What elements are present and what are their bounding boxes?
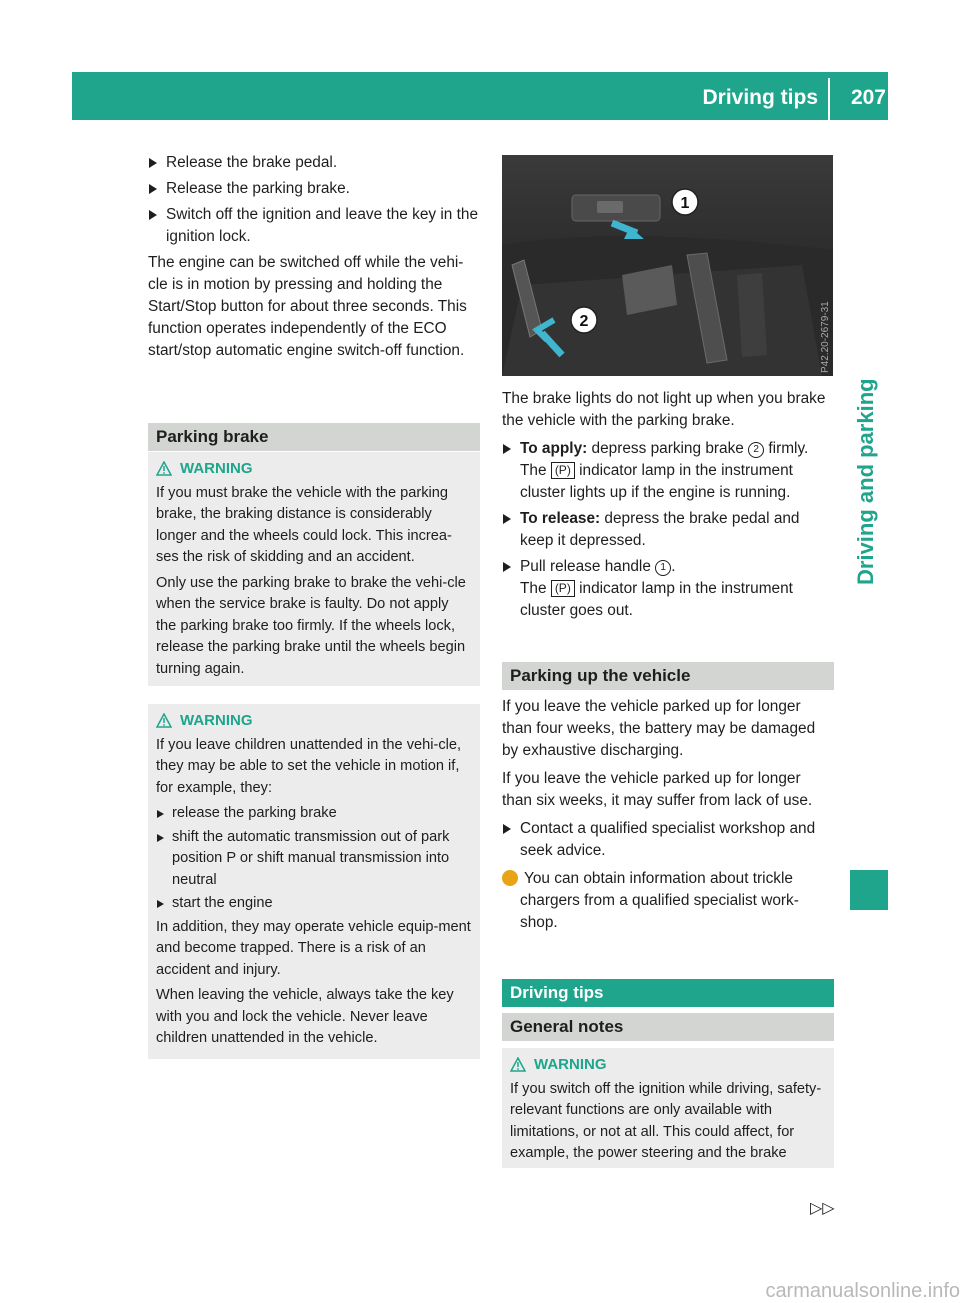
parking-brake-lamp-icon: (P) [551, 462, 575, 479]
warning-box-children [148, 704, 480, 1059]
step-release-parking-brake: Release the parking brake. [148, 178, 480, 200]
warning-paragraph: When leaving the vehicle, always take the key with you and lock the vehicle. Never leave children unattended in the vehicle. [156, 987, 454, 1046]
side-chapter-label [846, 255, 886, 585]
list-item: shift the automatic transmission out of park position P or shift manual transmission into neutral [156, 827, 472, 892]
warning-label: WARNING [180, 460, 253, 477]
the-word: The [520, 462, 547, 479]
list-item: start the engine [156, 893, 472, 915]
info-text: You can obtain information about trickle chargers from a qualified specialist work-shop. [520, 870, 799, 931]
apply-end: firmly. [768, 440, 809, 457]
side-chapter-text: Driving and parking [853, 378, 878, 585]
apply-label: To apply: [520, 440, 588, 457]
warning-paragraph: If you switch off the ignition while driving, safety-relevant functions are only available with limitations, or not at all. This could affect, for example, the power steering and the brake [510, 1080, 822, 1161]
warning-header [156, 710, 472, 732]
warning-header [156, 458, 472, 480]
page-number: 207 [850, 86, 886, 109]
brake-lights-paragraph: The brake lights do not light up when you brake the vehicle with the parking brake. [502, 390, 826, 429]
info-note [499, 868, 834, 934]
right-column [502, 388, 834, 626]
section-title: Driving tips [702, 86, 818, 109]
release-label: To release: [520, 510, 601, 527]
parking-brake-photo [502, 155, 833, 376]
footer-watermark: carmanualsonline.info [765, 1280, 960, 1302]
warning-triangle-icon [156, 713, 172, 728]
warning-paragraph: If you leave children unattended in the vehi-cle, they may be able to set the vehicle in motion if, for example, they: [156, 736, 462, 796]
left-column [148, 152, 480, 368]
parking-brake-lamp-icon: (P) [551, 580, 575, 597]
lamp-off-text: indicator lamp in the instrument cluster goes out. [520, 580, 793, 619]
photo-callout-1: 1 [680, 195, 690, 212]
warning-header [510, 1054, 826, 1076]
callout-1-ref: 1 [655, 560, 671, 576]
parking-up-text [499, 696, 834, 940]
step-release-brake-pedal: Release the brake pedal. [148, 152, 480, 174]
section-driving-tips: Driving tips [502, 979, 834, 1007]
section-parking-up: Parking up the vehicle [502, 662, 834, 690]
warning-triangle-icon [156, 461, 172, 476]
warning-label: WARNING [534, 1056, 607, 1073]
warning-label: WARNING [180, 712, 253, 729]
parking-paragraph: If you leave the vehicle parked up for longer than six weeks, it may suffer from lack of use. [502, 770, 813, 809]
warning-box-parking-brake [148, 452, 480, 686]
step-to-release [502, 508, 834, 552]
warning-paragraph: In addition, they may operate vehicle equip-ment and become trapped. There is a risk of an accident and injury. [156, 918, 471, 978]
lamp-on-text: indicator lamp in the instrument cluster lights up if the engine is running. [520, 462, 793, 501]
warning-paragraph: Only use the parking brake to brake the vehi-cle when the service brake is faulty. Do not apply the parking brake too firmly. If the wheels lock, release the parking brake until the wheels begin turning again. [156, 574, 466, 677]
section-parking-brake: Parking brake [148, 423, 480, 451]
photo-code: P42.20-2679-31 [820, 301, 831, 373]
header-bar [72, 72, 888, 120]
section-general-notes: General notes [502, 1013, 834, 1041]
step-to-apply [502, 438, 834, 504]
apply-text: depress parking brake [591, 440, 744, 457]
chapter-tab [850, 870, 888, 910]
photo-callout-2: 2 [579, 313, 589, 330]
list-item: release the parking brake [156, 803, 472, 825]
release-text: depress the brake pedal and keep it depressed. [520, 510, 800, 549]
info-icon: i [502, 870, 518, 886]
parking-paragraph: If you leave the vehicle parked up for longer than four weeks, the battery may be damaged by exhaustive discharging. [502, 698, 816, 759]
step-pull-handle: Pull release handle 1 . The (P) indicator lamp in the instrument cluster goes out. [502, 556, 834, 622]
callout-2-ref: 2 [748, 442, 764, 458]
header-separator [828, 78, 830, 120]
the-word: The [520, 580, 547, 597]
step-contact-workshop: Contact a qualified specialist workshop and seek advice. [502, 818, 834, 862]
step-switch-off-ignition: Switch off the ignition and leave the key in the ignition lock. [148, 204, 480, 248]
warning-paragraph: If you must brake the vehicle with the parking brake, the braking distance is considerably longer and the wheels could lock. This increa-ses the risk of skidding and an accident. [156, 484, 452, 565]
warning-triangle-icon [510, 1057, 526, 1072]
warning-box-ignition [502, 1048, 834, 1168]
pull-text: Pull release handle [520, 558, 651, 575]
engine-switch-off-paragraph: The engine can be switched off while the vehi-cle is in motion by pressing and holding the Start/Stop button for about three seconds. This function operates independently of the ECO start/stop automatic engine switch-off function. [148, 254, 467, 359]
next-page-marker: ▷▷ [810, 1200, 835, 1217]
